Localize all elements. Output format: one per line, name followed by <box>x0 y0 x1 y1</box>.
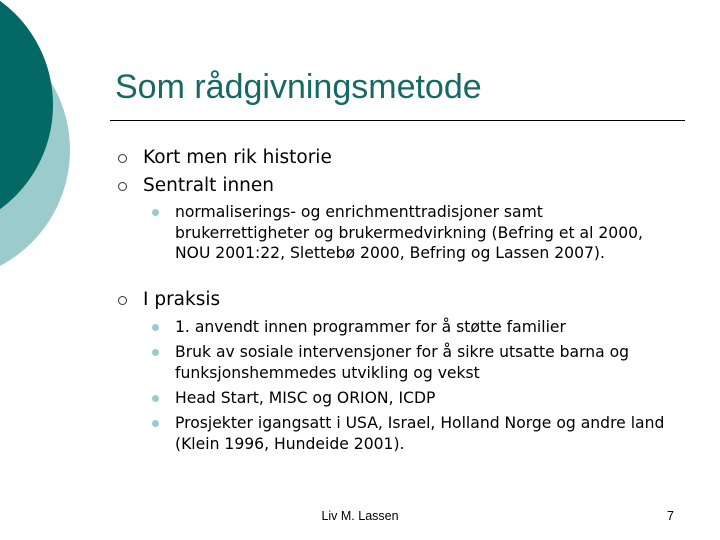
sub-bullet-text: Bruk av sosiale intervensjoner for å sikre utsatte barna og funksjonshemmedes utvikling og vekst <box>175 343 630 382</box>
sub-bullet-text: 1. anvendt innen programmer for å støtte familier <box>175 318 566 336</box>
slide-title: Som rådgivningsmetode <box>115 68 482 106</box>
footer-author: Liv M. Lassen <box>321 509 399 523</box>
sub-bullet-item <box>152 388 672 409</box>
dot-bullet-icon <box>152 324 159 331</box>
dot-bullet-icon <box>152 349 159 356</box>
sub-bullet-text: Prosjekter igangsatt i USA, Israel, Holland Norge og andre land (Klein 1996, Hundeide 2001). <box>175 414 665 453</box>
sub-bullet-item <box>152 202 652 264</box>
dot-bullet-icon <box>152 420 159 427</box>
sub-bullet-item <box>152 342 652 383</box>
sub-bullet-item <box>152 413 677 454</box>
hollow-circle-bullet-icon <box>118 182 127 191</box>
page-number: 7 <box>667 509 674 523</box>
dot-bullet-icon <box>152 209 159 216</box>
decorative-circles <box>0 0 80 290</box>
sub-bullet-text: normaliserings- og enrichmenttradisjoner samt brukerrettigheter og brukermedvirkning (Befring et al 2000, NOU 2001:22, Slettebø 2000, Befring og Lassen 2007). <box>175 203 644 262</box>
hollow-circle-bullet-icon <box>118 154 127 163</box>
dot-bullet-icon <box>152 395 159 402</box>
sub-bullet-item <box>152 317 672 338</box>
sub-bullet-text: Head Start, MISC og ORION, ICDP <box>175 389 436 407</box>
bullet-text: I praksis <box>143 289 221 310</box>
title-divider <box>110 120 685 121</box>
bullet-text: Sentralt innen <box>143 175 275 196</box>
hollow-circle-bullet-icon <box>118 296 127 305</box>
bullet-text: Kort men rik historie <box>143 147 332 168</box>
